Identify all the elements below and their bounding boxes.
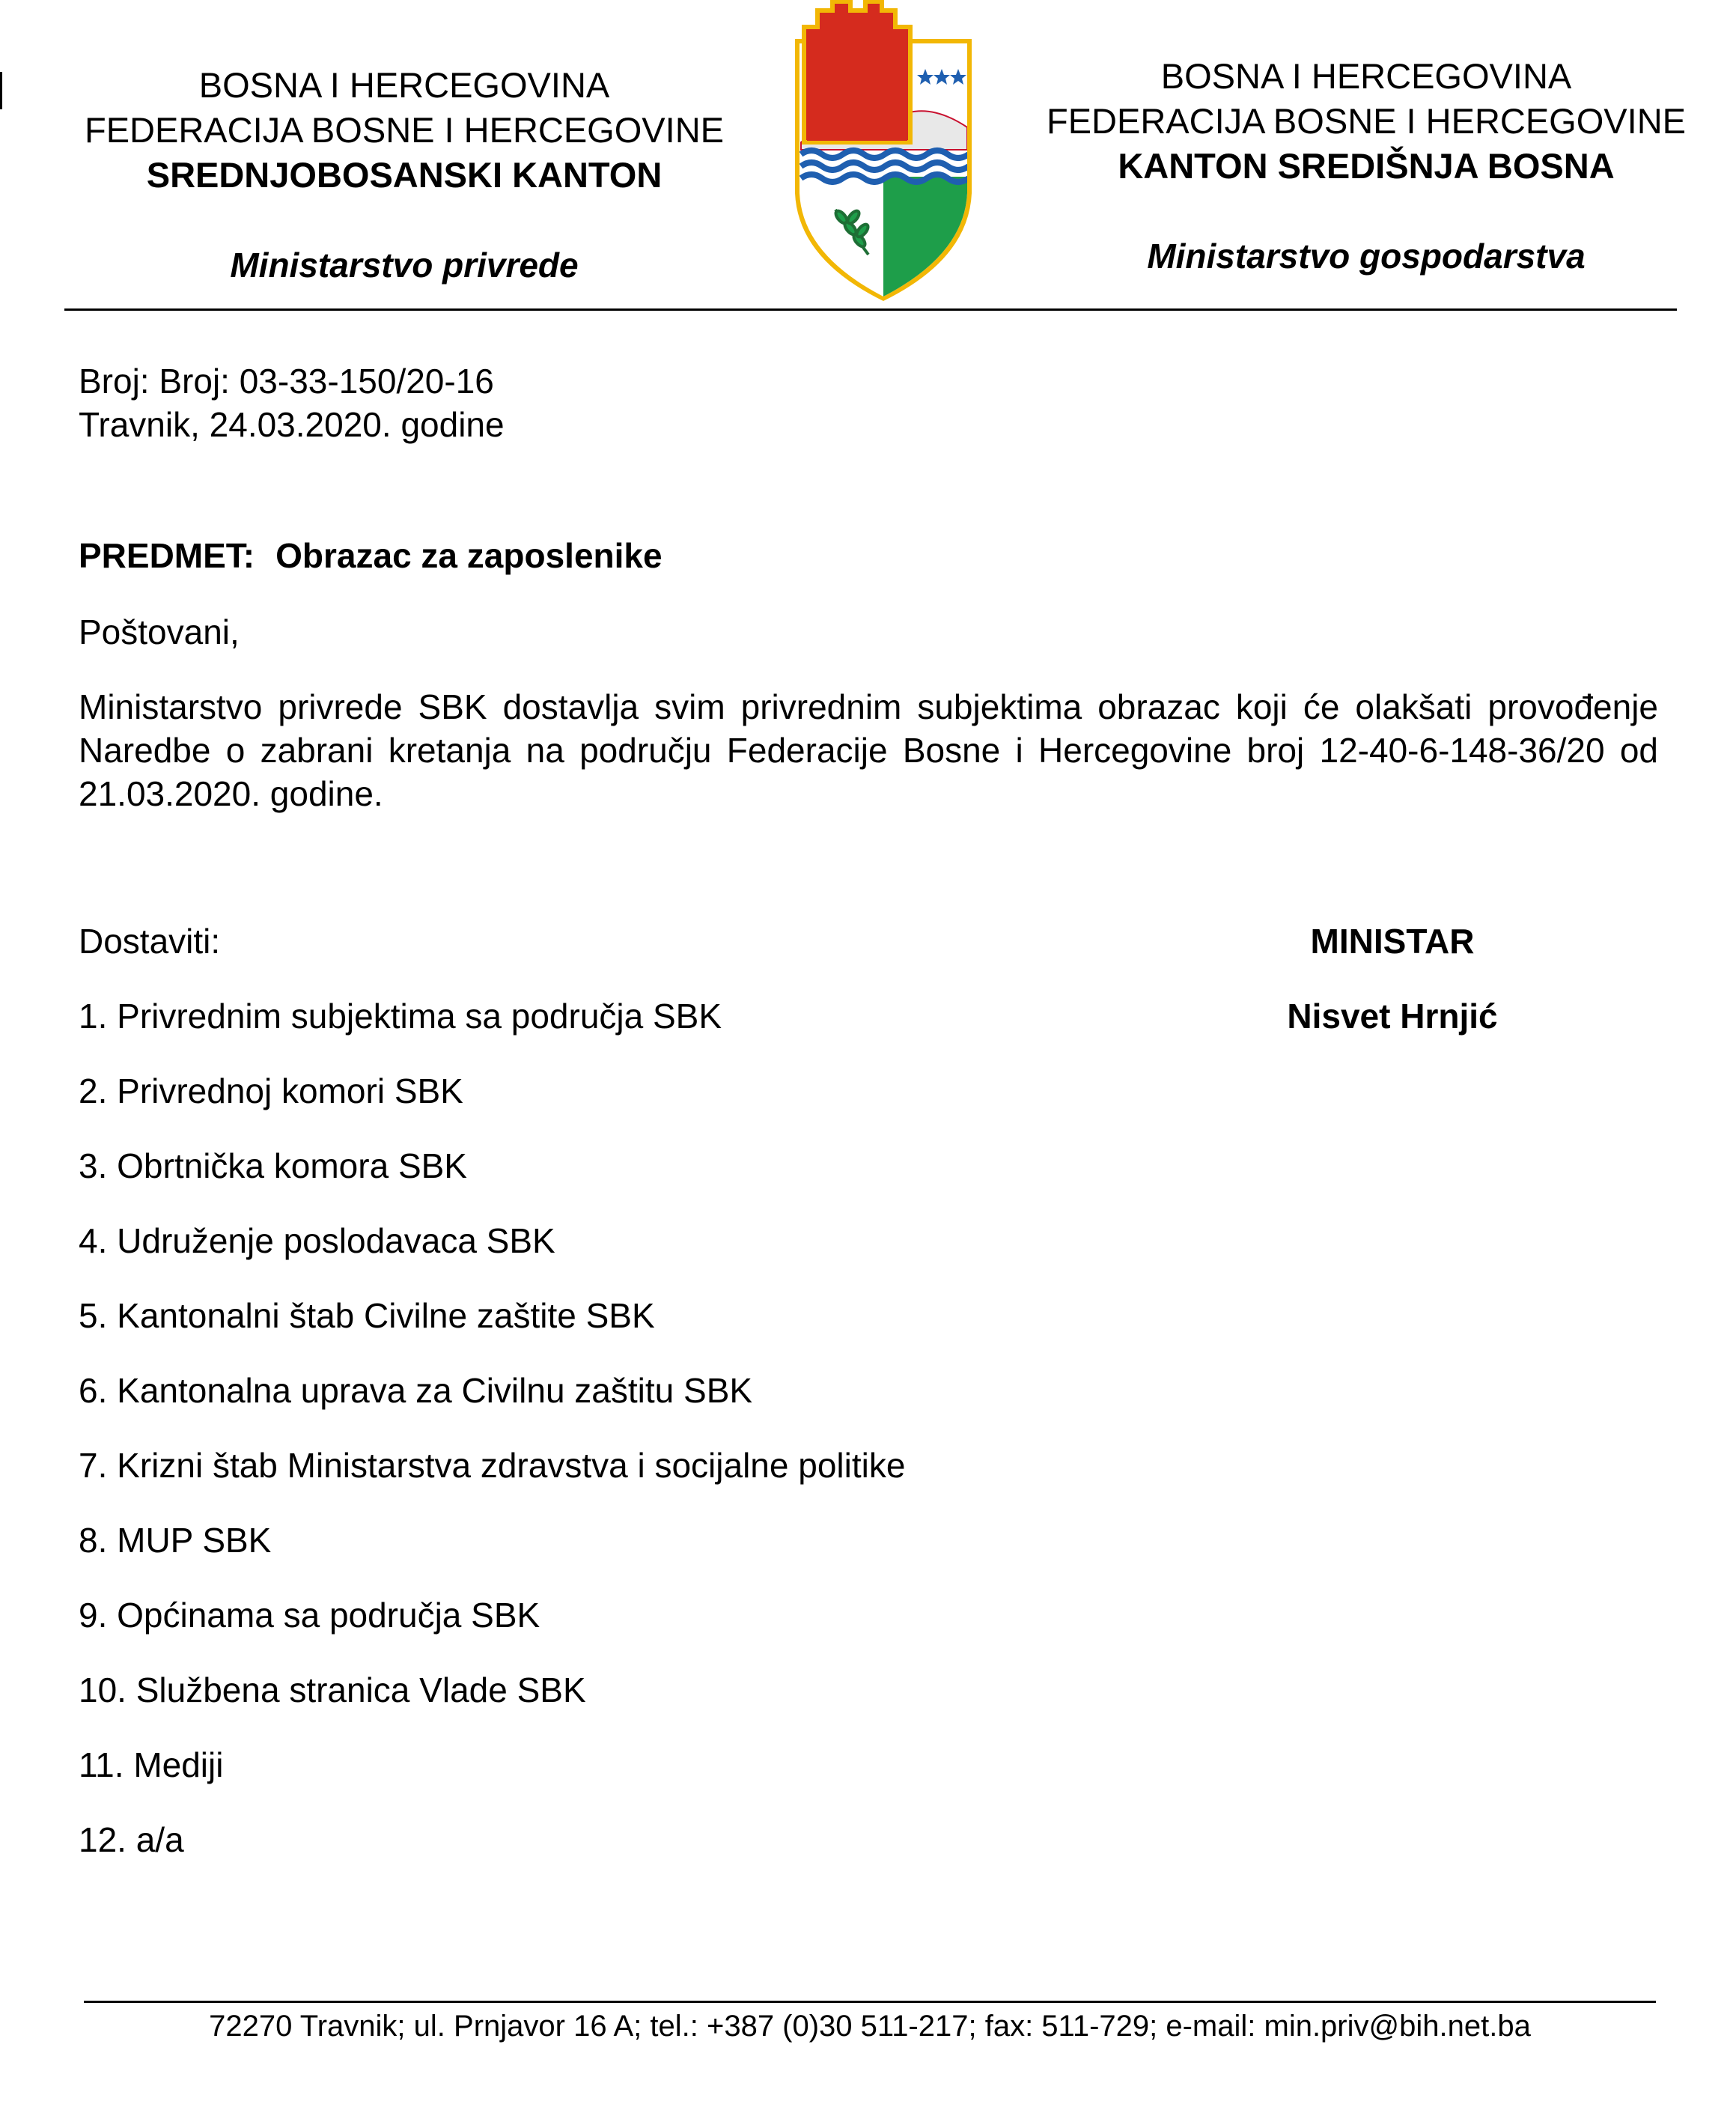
list-item: 10. Službena stranica Vlade SBK (79, 1670, 586, 1709)
list-item: 6. Kantonalna uprava za Civilnu zaštitu SBK (79, 1371, 753, 1410)
list-item: 2. Privrednoj komori SBK (79, 1071, 463, 1110)
delivery-list (79, 994, 905, 1893)
header-left-federation: FEDERACIJA BOSNE I HERCEGOVINE (84, 110, 724, 150)
header-left-canton: SREDNJOBOSANSKI KANTON (146, 155, 663, 195)
header-left-ministry: Ministarstvo privrede (230, 246, 579, 285)
delivery-label: Dostaviti: (79, 922, 221, 961)
signature-name: Nisvet Hrnjić (1287, 997, 1498, 1036)
footer-divider (84, 2001, 1656, 2003)
list-item: 11. Mediji (79, 1745, 224, 1784)
list-item: 1. Privrednim subjektima sa područja SBK (79, 997, 722, 1036)
header-divider (64, 308, 1677, 311)
subject-text: Obrazac za zaposlenike (275, 536, 663, 575)
list-item: 12. a/a (79, 1820, 184, 1859)
list-item: 9. Općinama sa područja SBK (79, 1596, 540, 1635)
list-item: 8. MUP SBK (79, 1521, 272, 1560)
signature-title: MINISTAR (1310, 922, 1475, 961)
signature-block (1168, 919, 1617, 1038)
header-right (1007, 54, 1726, 279)
header-left-country: BOSNA I HERCEGOVINA (198, 65, 610, 105)
subject-label: PREDMET: (79, 536, 255, 575)
reference-place-date: Travnik, 24.03.2020. godine (79, 405, 505, 444)
subject-line (79, 534, 663, 577)
list-item: 4. Udruženje poslodavaca SBK (79, 1221, 555, 1260)
header-right-ministry: Ministarstvo gospodarstva (1147, 237, 1586, 276)
list-item: 5. Kantonalni štab Civilne zaštite SBK (79, 1296, 655, 1335)
footer-contact: 72270 Travnik; ul. Prnjavor 16 A; tel.: +387 (0)30 511-217; fax: 511-729; e-mail: min.priv@bih.net.ba (209, 2010, 1531, 2043)
header-left (45, 63, 764, 288)
left-margin-mark (0, 72, 2, 109)
reference-number: Broj: Broj: 03-33-150/20-16 (79, 362, 494, 401)
coat-of-arms-icon (779, 0, 988, 302)
list-item: 3. Obrtnička komora SBK (79, 1146, 467, 1185)
greeting: Poštovani, (79, 612, 240, 651)
body-paragraph: Ministarstvo privrede SBK dostavlja svim privrednim subjektima obrazac koji će olakšati provođenje Naredbe o zabrani kretanja na području Federacije Bosne i Hercegovine broj 12-40-6-148-36/20 od 21.03.2020. godine. (79, 687, 1658, 813)
header-right-country: BOSNA I HERCEGOVINA (1160, 56, 1572, 96)
list-item: 7. Krizni štab Ministarstva zdravstva i socijalne politike (79, 1446, 906, 1485)
header-right-canton: KANTON SREDIŠNJA BOSNA (1118, 146, 1615, 186)
reference-block (79, 359, 505, 446)
header-right-federation: FEDERACIJA BOSNE I HERCEGOVINE (1046, 101, 1686, 141)
